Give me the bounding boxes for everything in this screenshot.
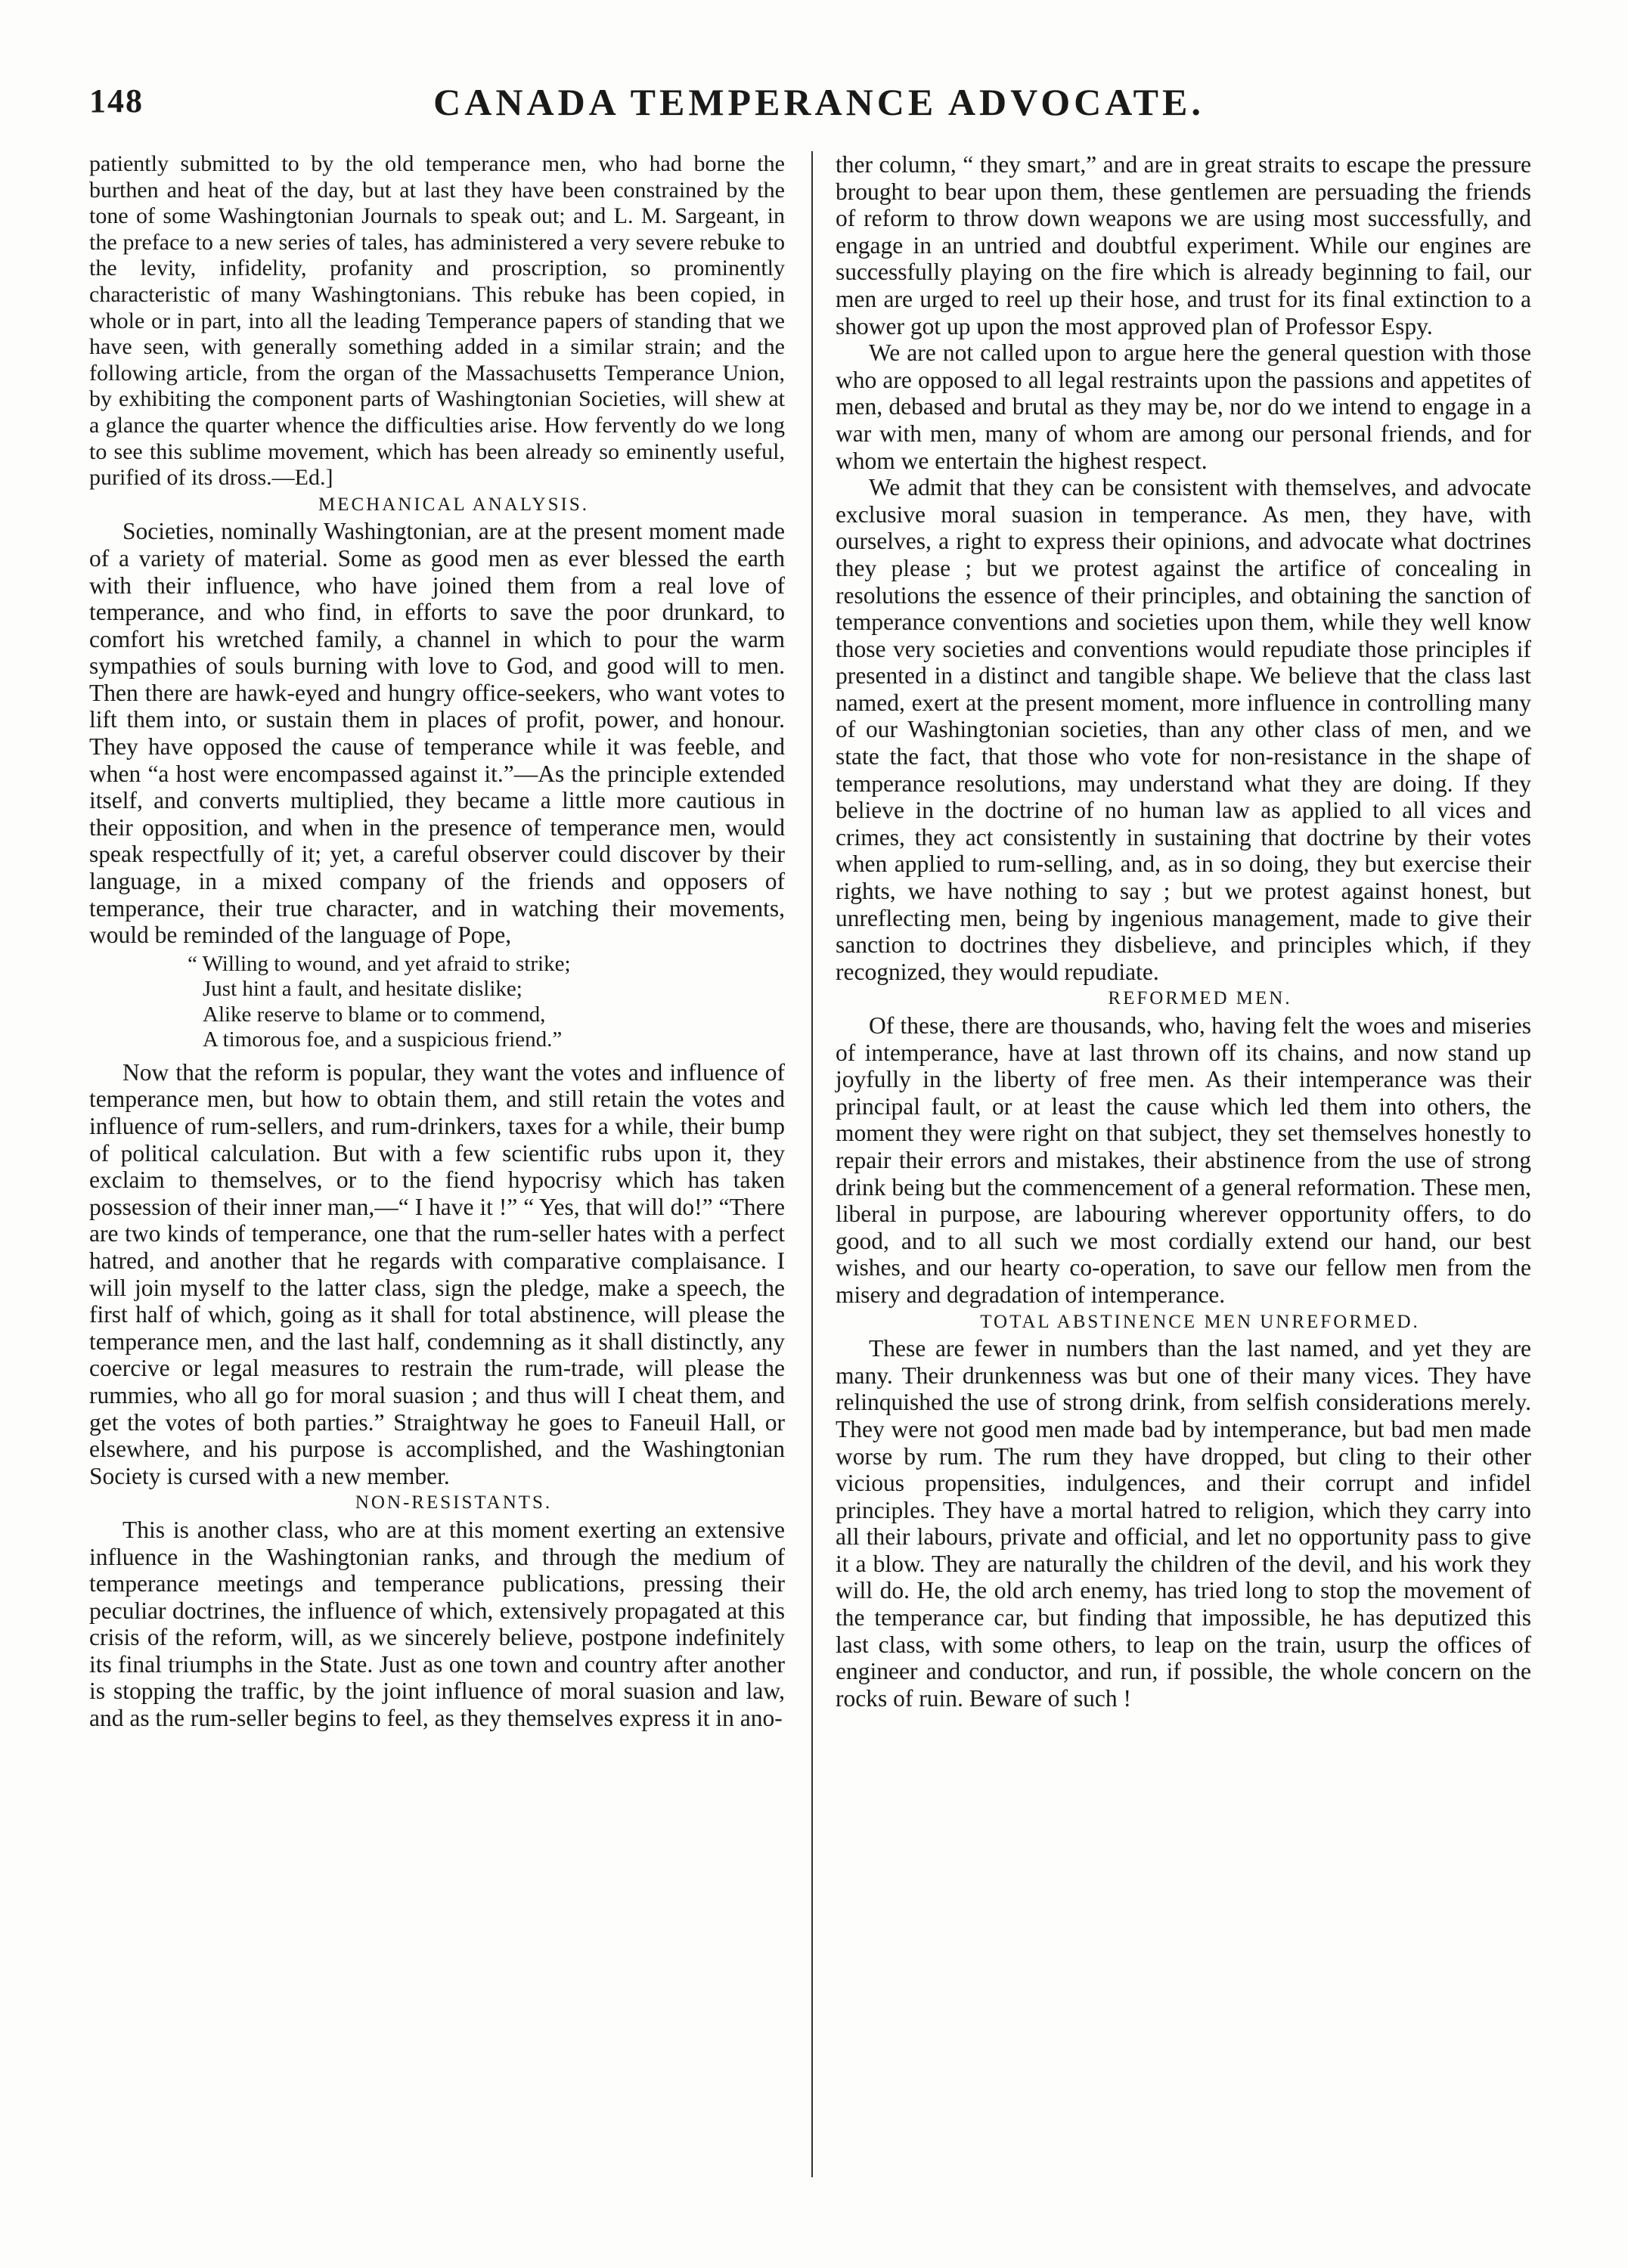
page-header [89, 76, 1549, 144]
paragraph: These are fewer in numbers than the last named, and yet they are many. Their drunkenness was but one of their many vices. They have relinquished the use of strong drink, from selfish considerations merely. They were not good men made bad by intemperance, but bad men made worse by rum. The rum they have dropped, but cling to their other vicious propensities, indulgences, and their corrupt and infidel principles. They have a mortal hatred to religion, which they carry into all their labours, private and official, and let no opportunity pass to give it a blow. They are naturally the children of the devil, and his work they will do. He, the old arch enemy, has tried long to stop the movement of the temperance car, but finding that impossible, he has deputized this last class, with some others, to leap on the train, usurp the offices of engineer and conductor, and run, if possible, the whole concern on the rocks of ruin. Beware of such ! [836, 1335, 1531, 1712]
paragraph: ther column, “ they smart,” and are in great straits to escape the pressure brought to bear upon them, these gentlemen are persuading the friends of reform to throw down weapons we are using most successfully, and engage in an untried and doubtful experiment. While our engines are successfully playing on the fire which is already beginning to fail, our men are urged to reel up their hose, and trust for its final extinction to a shower got up upon the most approved plan of Professor Espy. [836, 151, 1531, 339]
paragraph: Societies, nominally Washingtonian, are at the present moment made of a variety of material. Some as good men as ever blessed the earth with their influence, who have joined them from a real love of temperance, and who find, in efforts to save the poor drunkard, to comfort his wretched family, a channel in which to pour the warm sympathies of souls burning with love to God, and good will to men. Then there are hawk-eyed and hungry office-seekers, who want votes to lift them into, or sustain them in places of profit, power, and honour. They have opposed the cause of temperance while it was feeble, and when “a host were encompassed against it.”—As the principle extended itself, and converts multiplied, they became a little more cautious in their opposition, and when in the presence of temperance men, would speak respectfully of it; yet, a careful observer could discover by their language, in a mixed company of the friends and opposers of temperance, their true character, and in watching their movements, would be reminded of the language of Pope, [89, 518, 785, 949]
left-column [89, 151, 785, 1732]
paragraph: We admit that they can be consistent with themselves, and advocate exclusive moral suasion in temperance. As men, they have, with ourselves, a right to express their opinions, and advocate what doctrines they please ; but we protest against the artifice of concealing in resolutions the essence of their principles, and obtaining the sanction of temperance conventions and societies upon them, while they well know those very societies and conventions would repudiate those principles if presented in a distinct and tangible shape. We believe that the class last named, exert at the present moment, more influence in controlling many of our Washingtonian societies, than any other class of men, and we state the fact, that those who vote for non-resistance in the shape of temperance resolutions, may understand what they are doing. If they believe in the doctrine of no human law as applied to all vices and crimes, they act consistently in sustaining that doctrine by their votes when applied to rum-selling, and, as in so doing, they but exercise their rights, we have nothing to say ; but we protest against honest, but unreflecting men, being by ingenious management, made to give their sanction to doctrines they disbelieve, and principles which, if they recognized, they would repudiate. [836, 474, 1531, 985]
paragraph: We are not called upon to argue here the general question with those who are opposed to all legal restraints upon the passions and appetites of men, debased and brutal as they may be, nor do we intend to engage in a war with men, many of whom are among our personal friends, and for whom we entertain the highest respect. [836, 339, 1531, 474]
section-heading-non-resistants: NON-RESISTANTS. [355, 1492, 553, 1514]
verse-line: A timorous foe, and a suspicious friend.” [203, 1027, 563, 1052]
paragraph: Now that the reform is popular, they want the votes and influence of temperance men, but how to obtain them, and still retain the votes and influence of rum-sellers, and rum-drinkers, taxes for a while, their bump of political calculation. But with a few scientific rubs upon it, they exclaim to themselves, or to the fiend hypocrisy which has taken possession of their inner man,—“ I have it !” “ Yes, that will do!” “There are two kinds of temperance, one that the rum-seller hates with a perfect hatred, and another that he regards with comparative complaisance. I will join myself to the latter class, sign the pledge, make a speech, the first half of which, going as it shall for total abstinence, will please the temperance men, and the last half, condemning as it shall distinctly, any coercive or legal measures to restrain the rum-trade, will please the rummies, who all go for moral suasion ; and thus will I cheat them, and get the votes of both parties.” Straightway he goes to Faneuil Hall, or elsewhere, and his purpose is accomplished, and the Washingtonian Society is cursed with a new member. [89, 1058, 785, 1489]
verse-line: Alike reserve to blame or to commend, [203, 1002, 546, 1027]
running-title: CANADA TEMPERANCE ADVOCATE. [433, 81, 1205, 123]
paragraph: This is another class, who are at this moment exerting an extensive influence in the Washingtonian ranks, and through the medium of temperance meetings and temperance publications, pressing their peculiar doctrines, the influence of which, extensively propagated at this crisis of the reform, will, as we sincerely believe, postpone indefinitely its final triumphs in the State. Just as one town and country after another is stopping the traffic, by the joint influence of moral suasion and law, and as the rum-seller begins to feel, as they themselves express it in ano- [89, 1516, 785, 1732]
section-heading-mechanical-analysis: MECHANICAL ANALYSIS. [318, 494, 589, 515]
section-heading-total-abstinence: TOTAL ABSTINENCE MEN UNREFORMED. [980, 1311, 1420, 1332]
page-number: 148 [89, 82, 144, 119]
right-column [836, 151, 1531, 1712]
editor-intro: patiently submitted to by the old temperance men, who had borne the burthen and heat of the day, but at last they have been constrained by the tone of some Washingtonian Journals to speak out; and L. M. Sargeant, in the preface to a new series of tales, has administered a very severe rebuke to the levity, infidelity, profanity and proscription, so prominently characteristic of many Washingtonians. This rebuke has been copied, in whole or in part, into all the leading Temperance papers of standing that we have seen, with generally something added in a similar strain; and the following article, from the organ of the Massachusetts Temperance Union, by exhibiting the component parts of Washingtonian Societies, will shew at a glance the quarter whence the difficulties arise. How fervently do we long to see this sublime movement, which has been already so eminently useful, purified of its dross.—Ed.] [89, 151, 785, 491]
column-divider [811, 151, 813, 2177]
section-heading-reformed-men: REFORMED MEN. [1108, 988, 1292, 1009]
verse-line: Just hint a fault, and hesitate dislike; [203, 977, 523, 1002]
pope-verse [89, 952, 785, 1053]
verse-line: “ Willing to wound, and yet afraid to strike; [188, 951, 571, 976]
paragraph: Of these, there are thousands, who, having felt the woes and miseries of intemperance, have at last thrown off its chains, and now stand up joyfully in the liberty of free men. As their intemperance was their principal fault, or at least the cause which led them into others, the moment they were right on that subject, they set themselves honestly to repair their errors and mistakes, their abstinence from the use of strong drink being but the commencement of a general reformation. These men, liberal in purpose, are labouring wherever opportunity offers, to do good, and to all such we most cordially extend our hand, our best wishes, and our hearty co-operation, to save our fellow men from the misery and degradation of intemperance. [836, 1012, 1531, 1308]
